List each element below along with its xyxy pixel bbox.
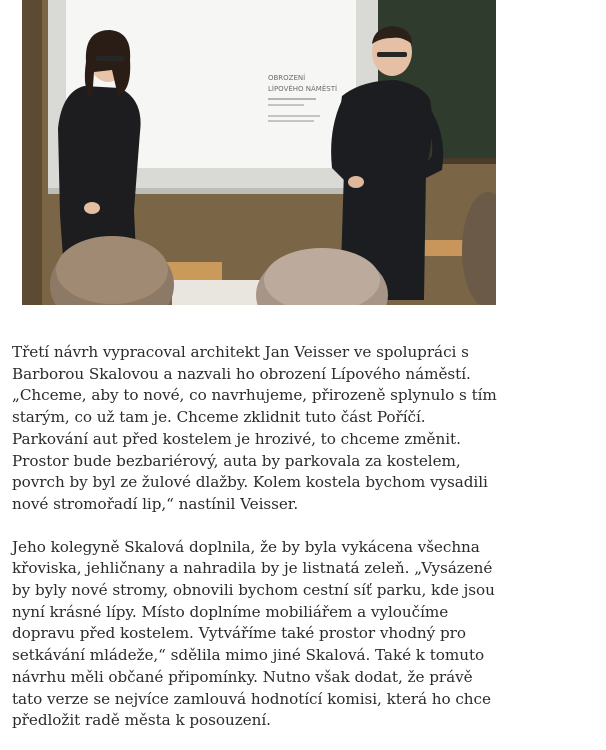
svg-text:OBROZENÍ: OBROZENÍ (268, 74, 306, 82)
paragraph: Jeho kolegyně Skalová doplnila, že by byla vykácena všechna křoviska, jehličnany a nahradila by je listnatá zeleň. „Vysázené by byly nové stromy, obnovili bychom cestní síť parku, kde jsou nyní krásné lípy. Místo doplníme mobiliářem a vyloučíme dopravu před kostelem. Vytváříme také prostor vhodný pro setkávání mládeže,“ sdělila mimo jiné Skalová. Také k tomuto návrhu měli občané připomínky. Nutno však dodat, že právě tato verze se nejvíce zamlouvá hodnotící komisi, která ho chce předložit radě města k posouzení. (12, 537, 495, 730)
presentation-photo (22, 0, 496, 305)
svg-text:LÍPOVÉHO NÁMĚSTÍ: LÍPOVÉHO NÁMĚSTÍ (268, 85, 338, 93)
article-body (12, 342, 502, 732)
paragraph: Třetí návrh vypracoval architekt Jan Veisser ve spolupráci s Barborou Skalovou a nazvali ho obrození Lípového náměstí. „Chceme, aby to nové, co navrhujeme, přirozeně splynulo s tím starým, co už tam je. Chceme zklidnit tuto část Poříčí. Parkování aut před kostelem je hrozivé, to chceme změnit. Prostor bude bezbariérový, auta by parkovala za kostelem, povrch by byl ze žulové dlažby. Kolem kostela bychom vysadili nové stromořadí lip,“ nastínil Veisser. (12, 343, 497, 513)
